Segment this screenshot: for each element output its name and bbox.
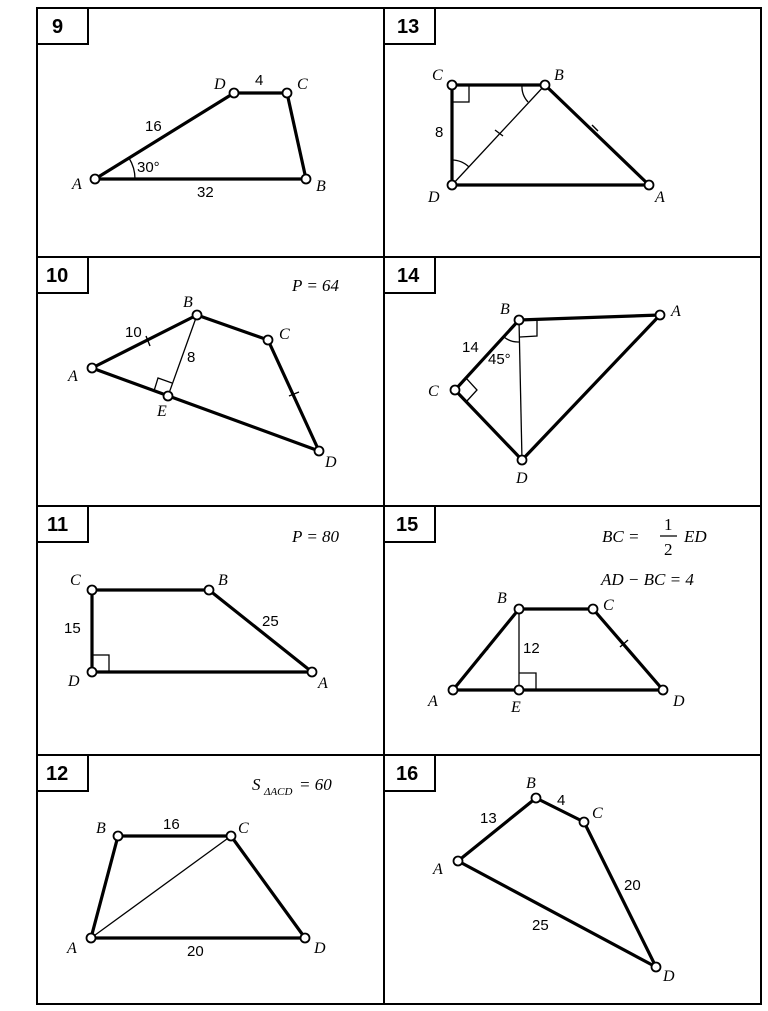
problem-number: 10 [46,265,69,287]
side-label-bc: 14 [462,339,479,356]
problem-number: 15 [396,514,419,536]
vertex-label-b: B [96,820,106,837]
vertex-label-c: C [238,820,249,837]
vertex-label-c: C [592,805,603,822]
problem-number: 11 [47,514,69,536]
side-label-ab: 32 [197,184,214,201]
condition-subscript: ΔACD [264,786,293,798]
side-label-ab: 13 [480,810,497,827]
condition-area [252,775,332,798]
vertex-label-c: C [279,326,290,343]
side-label-ab: 10 [125,324,142,341]
problem-number: 14 [397,265,420,287]
vertex-label-a: A [433,861,443,878]
vertex-label-a: A [655,189,665,206]
problem-number: 13 [397,16,420,38]
condition-left: BC = [602,527,640,546]
problem-15 [384,506,707,716]
vertex-label-d: D [214,76,226,93]
vertex-label-a: A [318,675,328,692]
problem-number: 12 [46,763,69,785]
vertex-label-b: B [183,294,193,311]
vertex-label-d: D [516,470,528,487]
fraction-denominator: 2 [664,540,673,559]
vertex-label-a: A [428,693,438,710]
vertex-label-b: B [497,590,507,607]
right-angle-mark [154,378,172,391]
trapezoid-figure [448,81,654,190]
fraction-numerator: 1 [664,515,673,534]
problem-12 [37,755,332,960]
problem-9 [37,8,326,201]
vertex-label-b: B [526,775,536,792]
side-label-dc: 4 [255,72,264,89]
trapezoid-figure [87,832,310,943]
side-label-ab: 25 [262,613,279,630]
vertex-label-c: C [297,76,308,93]
vertex-label-c: C [603,597,614,614]
vertex-label-a: A [72,176,82,193]
vertex-label-d: D [663,968,675,985]
condition-right: ED [684,527,707,546]
vertex-label-d: D [673,693,685,710]
right-angle-mark [466,378,477,402]
vertex-label-d: D [325,454,337,471]
angle-label: 45° [488,351,511,368]
side-label-ad: 25 [532,917,549,934]
angle-arc [452,160,469,167]
angle-arc [522,85,528,102]
side-label-cd: 8 [435,124,444,141]
side-label-bc: 16 [163,816,180,833]
side-label-cd: 20 [624,877,641,894]
side-label-bc: 4 [557,792,566,809]
problem-13 [384,8,665,206]
vertex-label-e: E [157,403,167,420]
vertex-label-b: B [218,572,228,589]
condition: P = 80 [292,527,340,546]
condition-s: S [252,775,261,794]
height-label-be: 12 [523,640,540,657]
vertex-label-b: B [316,178,326,195]
vertex-label-d: D [428,189,440,206]
problem-16 [384,755,675,985]
condition-bc-fraction [602,515,707,559]
angle-label: 30° [137,159,160,176]
vertex-label-c: C [428,383,439,400]
side-label-cd: 15 [64,620,81,637]
quadrilateral-figure [91,89,311,184]
problem-14 [384,257,681,487]
vertex-label-a: A [68,368,78,385]
problem-10 [37,257,340,471]
vertex-label-a: A [671,303,681,320]
problem-11 [37,506,340,692]
vertex-label-b: B [554,67,564,84]
condition: P = 64 [292,276,340,295]
trapezoid-figure [449,605,668,695]
vertex-label-a: A [67,940,77,957]
vertex-label-b: B [500,301,510,318]
angle-arc [504,337,519,342]
trapezoid-figure [88,586,317,677]
angle-arc [129,158,135,179]
vertex-label-e: E [511,699,521,716]
condition-value: = 60 [299,775,332,794]
vertex-label-c: C [432,67,443,84]
height-label-be: 8 [187,349,196,366]
problem-number: 9 [52,16,64,38]
quadrilateral-figure [451,311,665,465]
vertex-label-c: C [70,572,81,589]
vertex-label-d: D [68,673,80,690]
side-label-ad: 20 [187,943,204,960]
vertex-label-d: D [314,940,326,957]
condition-difference: AD − BC = 4 [601,570,694,589]
side-label-ad: 16 [145,118,162,135]
problem-number: 16 [396,763,419,785]
